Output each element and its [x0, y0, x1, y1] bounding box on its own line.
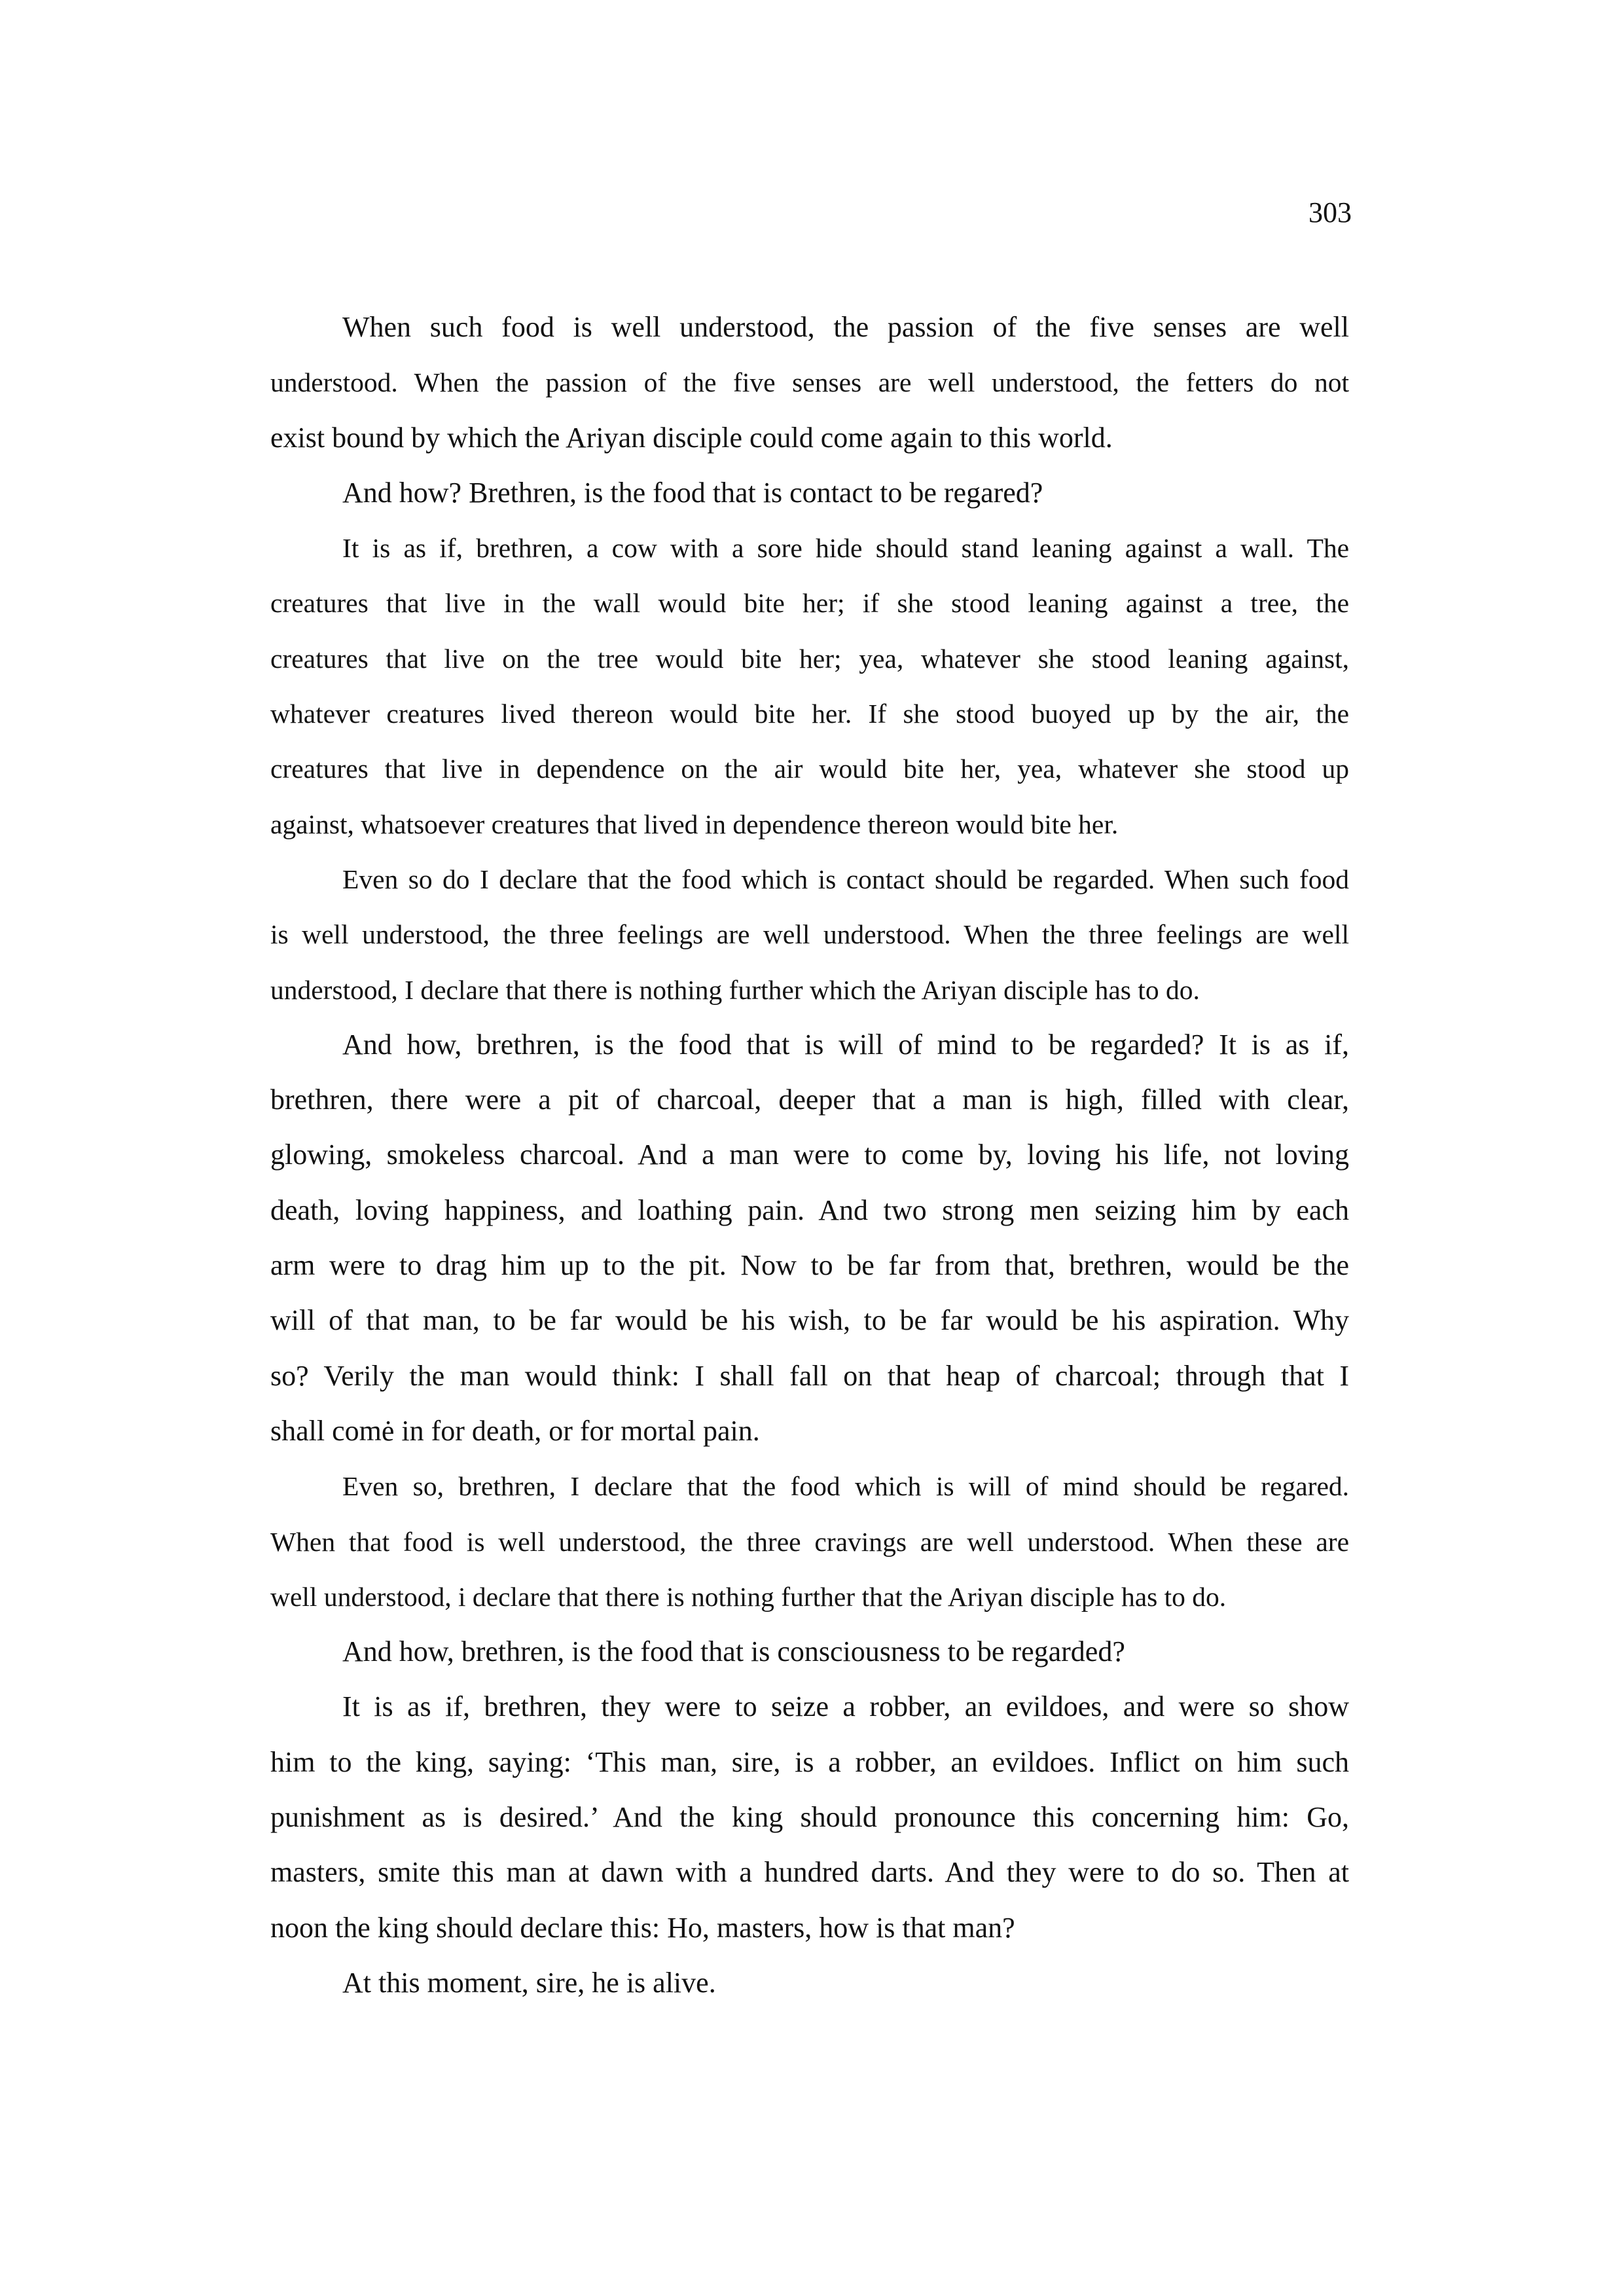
- paragraph: [270, 1679, 1349, 1955]
- text-line: And how, brethren, is the food that is will of mind to be regarded? It is as if,: [342, 1028, 1349, 1061]
- paragraph: [270, 1624, 1349, 1679]
- text-line: When such food is well understood, the passion of the five senses are well: [342, 311, 1349, 343]
- text-line: him to the king, saying: ‘This man, sire, is a robber, an evildoes. Inflict on him such: [270, 1745, 1349, 1778]
- paragraph: [270, 300, 1349, 465]
- text-line: It is as if, brethren, they were to seize a robber, an evildoes, and were so show: [342, 1690, 1349, 1723]
- text-line: glowing, smokeless charcoal. And a man were to come by, loving his life, not loving: [270, 1139, 1349, 1171]
- text-line: will of that man, to be far would be his wish, to be far would be his aspiration. Why: [270, 1304, 1349, 1337]
- text-line: creatures that live in the wall would bite her; if she stood leaning against a tree, the: [270, 588, 1349, 619]
- text-line: against, whatsoever creatures that lived in dependence thereon would bite her.: [270, 809, 1119, 839]
- text-line: well understood, i declare that there is nothing further that the Ariyan disciple has to do.: [270, 1581, 1227, 1612]
- text-line: punishment as is desired.’ And the king should pronounce this concerning him: Go,: [270, 1801, 1349, 1834]
- text-line: And how, brethren, is the food that is consciousness to be regarded?: [342, 1635, 1125, 1668]
- text-line: creatures that live on the tree would bite her; yea, whatever she stood leaning against,: [270, 643, 1349, 674]
- text-line: When that food is well understood, the three cravings are well understood. When these are: [270, 1526, 1349, 1557]
- paragraph: [270, 520, 1349, 852]
- paragraph: [270, 852, 1349, 1017]
- text-line: And how? Brethren, is the food that is contact to be regared?: [342, 476, 1043, 509]
- paragraph: [270, 1017, 1349, 1459]
- text-line: understood. When the passion of the five senses are well understood, the fetters do not: [270, 367, 1349, 398]
- text-line: understood, I declare that there is nothing further which the Ariyan disciple has to do.: [270, 974, 1200, 1005]
- text-line: is well understood, the three feelings are well understood. When the three feelings are well: [270, 919, 1349, 950]
- body-text: [270, 300, 1349, 2011]
- text-line: At this moment, sire, he is alive.: [342, 1966, 716, 1999]
- text-line: whatever creatures lived thereon would bite her. If she stood buoyed up by the air, the: [270, 699, 1349, 729]
- text-line: masters, smite this man at dawn with a hundred darts. And they were to do so. Then at: [270, 1856, 1349, 1889]
- text-line: brethren, there were a pit of charcoal, deeper that a man is high, filled with clear,: [270, 1084, 1349, 1116]
- paragraph: [270, 1956, 1349, 2011]
- text-line: so? Verily the man would think: I shall fall on that heap of charcoal; through that I: [270, 1359, 1349, 1392]
- text-line: arm were to drag him up to the pit. Now to be far from that, brethren, would be the: [270, 1249, 1349, 1282]
- text-line: shall comė in for death, or for mortal pain.: [270, 1414, 760, 1447]
- text-line: It is as if, brethren, a cow with a sore hide should stand leaning against a wall. The: [342, 533, 1349, 564]
- paragraph: [270, 465, 1349, 520]
- text-line: Even so, brethren, I declare that the food which is will of mind should be regared.: [342, 1471, 1349, 1502]
- text-line: death, loving happiness, and loathing pain. And two strong men seizing him by each: [270, 1194, 1349, 1226]
- text-line: exist bound by which the Ariyan disciple could come again to this world.: [270, 421, 1113, 454]
- page-number: 303: [1308, 196, 1352, 228]
- text-line: Even so do I declare that the food which is contact should be regarded. When such food: [342, 864, 1349, 894]
- paragraph: [270, 1459, 1349, 1624]
- text-line: noon the king should declare this: Ho, masters, how is that man?: [270, 1911, 1015, 1944]
- text-line: creatures that live in dependence on the air would bite her, yea, whatever she stood up: [270, 754, 1349, 784]
